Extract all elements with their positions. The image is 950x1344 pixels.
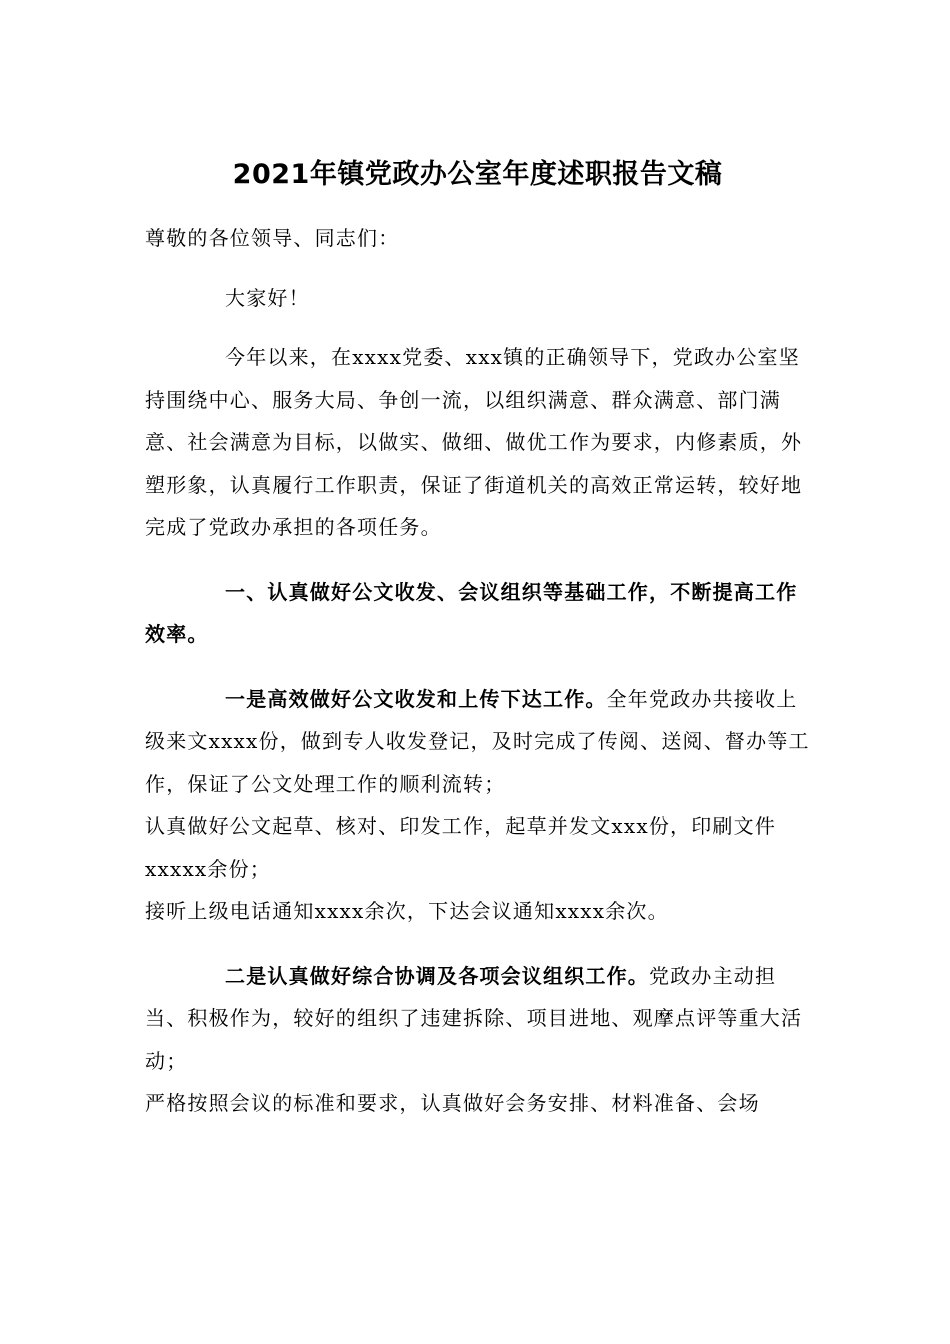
item-2-lead: 二是认真做好综合协调及各项会议组织工作。 — [225, 963, 649, 988]
item-1-body: 全年党政办共接收上级来文xxxx份，做到专人收发登记，及时完成了传阅、送阅、督办等工作，保证了公文处理工作的顺利流转； — [145, 686, 810, 796]
intro-paragraph: 今年以来，在xxxx党委、xxx镇的正确领导下，党政办公室坚持围绕中心、服务大局、争创一流，以组织满意、群众满意、部门满意、社会满意为目标，以做实、做细、做优工作为要求，内修素质，外塑形象，认真履行工作职责，保证了街道机关的高效正常运转，较好地完成了党政办承担的各项任务。 — [145, 345, 803, 539]
item-1-continuation-2: 接听上级电话通知xxxx余次，下达会议通知xxxx余次。 — [145, 899, 669, 923]
item-2-continuation-1: 严格按照会议的标准和要求，认真做好会务安排、材料准备、会场 — [145, 1091, 760, 1115]
greeting: 大家好！ — [225, 285, 310, 310]
salutation: 尊敬的各位领导、同志们： — [145, 226, 400, 250]
item-1-lead: 一是高效做好公文收发和上传下达工作。 — [225, 686, 607, 711]
item-1-paragraph — [145, 678, 810, 806]
item-2-body: 党政办主动担当、积极作为，较好的组织了违建拆除、项目进地、观摩点评等重大活动； — [145, 963, 803, 1073]
item-1-continuation-1: 认真做好公文起草、核对、印发工作，起草并发文xxx份，印刷文件xxxxx余份； — [145, 814, 777, 881]
item-2-paragraph — [145, 955, 810, 1083]
document-title: 2021年镇党政办公室年度述职报告文稿 — [232, 159, 723, 190]
section-heading-1: 一、认真做好公文收发、会议组织等基础工作，不断提高工作效率。 — [145, 579, 798, 646]
document-body — [145, 150, 810, 1125]
